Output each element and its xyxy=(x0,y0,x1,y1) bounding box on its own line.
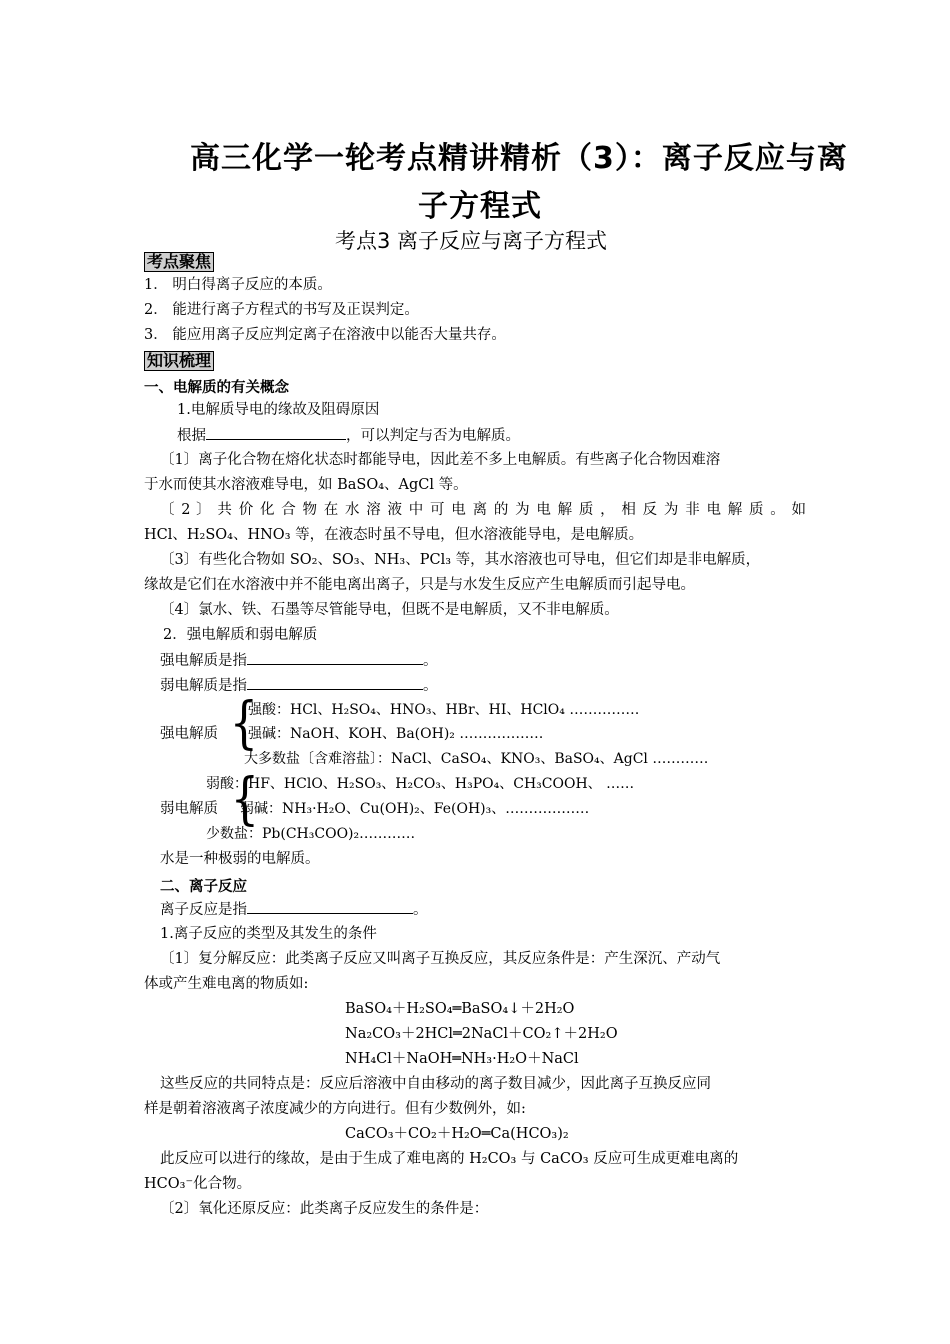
para-line: 〔 2 〕 共 价 化 合 物 在 水 溶 液 中 可 电 离 的 为 电 解 质 ， 相 反 为 非 电 解 质 。 如 xyxy=(160,502,806,518)
equation-3: NH₄Cl＋NaOH═NH₃·H₂O＋NaCl xyxy=(345,1051,579,1067)
strong-label: 强电解质 xyxy=(160,726,218,742)
title-line-2: 子方程式 xyxy=(418,189,542,224)
para: 体或产生难电离的物质如: xyxy=(144,976,309,992)
para xyxy=(160,648,438,673)
para: 〔1〕离子化合物在熔化状态时都能导电，因此差不多上电解质。有些离子化合物因难溶 xyxy=(160,452,721,468)
para: 〔3〕有些化合物如 SO₂、SO₃、NH₃、PCl₃ 等，其水溶液也可导电，但它们却是非电解质， xyxy=(160,552,761,568)
text: 离子反应是指 xyxy=(160,902,247,918)
text: ，可以判定与否为电解质。 xyxy=(346,428,520,444)
section-tag-knowledge: 知识梳理 xyxy=(144,351,214,371)
para: 1.电解质导电的缘故及阻碍原因 xyxy=(177,402,380,418)
heading-1: 一、电解质的有关概念 xyxy=(144,380,289,396)
para xyxy=(160,498,806,522)
equation-4: CaCO₃＋CO₂＋H₂O═Ca(HCO₃)₂ xyxy=(345,1126,569,1142)
section-tag-focus: 考点聚焦 xyxy=(144,252,214,272)
fill-blank[interactable] xyxy=(247,897,413,914)
para: 于水而使其水溶液难导电，如 BaSO₄、AgCl 等。 xyxy=(144,477,468,493)
weak-label: 弱电解质 xyxy=(160,801,218,817)
subtitle: 考点3 离子反应与离子方程式 xyxy=(335,229,608,253)
para: 〔1〕复分解反应：此类离子反应又叫离子互换反应，其反应条件是：产生深沉、产动气 xyxy=(160,951,721,967)
para: 1.离子反应的类型及其发生的条件 xyxy=(160,926,377,942)
para: 缘故是它们在水溶液中并不能电离出离子，只是与水发生反应产生电解质而引起导电。 xyxy=(144,577,695,593)
text: 强电解质是指 xyxy=(160,653,247,669)
para: 〔4〕氯水、铁、石墨等尽管能导电，但既不是电解质，又不非电解质。 xyxy=(160,602,619,618)
para: 〔2〕氧化还原反应：此类离子反应发生的条件是： xyxy=(160,1201,489,1217)
equation-1: BaSO₄＋H₂SO₄═BaSO₄↓＋2H₂O xyxy=(345,1001,575,1017)
fill-blank[interactable] xyxy=(206,423,346,440)
left-brace-icon: { xyxy=(230,767,260,832)
para: 样是朝着溶液离子浓度减少的方向进行。但有少数例外，如: xyxy=(144,1101,526,1117)
text: 。 xyxy=(413,902,428,918)
fill-blank[interactable] xyxy=(247,648,423,665)
weak-acid: 弱酸：HF、HClO、H₂SO₃、H₂CO₃、H₃PO₄、CH₃COOH、 …… xyxy=(206,776,635,792)
equation-2: Na₂CO₃＋2HCl═2NaCl＋CO₂↑＋2H₂O xyxy=(345,1026,618,1042)
para: 此反应可以进行的缘故，是由于生成了难电离的 H₂CO₃ 与 CaCO₃ 反应可生成更难电离的 xyxy=(160,1151,739,1167)
focus-item-1: 1． 明白得离子反应的本质。 xyxy=(144,277,332,293)
para xyxy=(160,673,438,698)
para: HCO₃⁻化合物。 xyxy=(144,1176,252,1192)
text: 根据 xyxy=(177,428,206,444)
fill-blank[interactable] xyxy=(247,673,423,690)
para: 水是一种极弱的电解质。 xyxy=(160,851,320,867)
text: 。 xyxy=(423,653,438,669)
strong-base: 强碱：NaOH、KOH、Ba(OH)₂ ……………… xyxy=(248,726,544,742)
focus-item-2: 2． 能进行离子方程式的书写及正误判定。 xyxy=(144,302,419,318)
para: HCl、H₂SO₄、HNO₃ 等，在液态时虽不导电，但水溶液能导电，是电解质。 xyxy=(144,527,644,543)
para xyxy=(177,423,520,448)
text: 弱电解质是指 xyxy=(160,678,247,694)
weak-base: 弱碱：NH₃·H₂O、Cu(OH)₂、Fe(OH)₃、……………… xyxy=(240,801,590,817)
weak-salt: 少数盐：Pb(CH₃COO)₂………… xyxy=(206,826,416,842)
title-line-1: 高三化学一轮考点精讲精析（3）：离子反应与离 xyxy=(190,141,848,176)
heading-2: 二、离子反应 xyxy=(160,879,247,895)
para: 2．强电解质和弱电解质 xyxy=(163,627,318,643)
strong-acid: 强酸：HCl、H₂SO₄、HNO₃、HBr、HI、HClO₄ …………… xyxy=(248,702,640,718)
text: 。 xyxy=(423,678,438,694)
para xyxy=(160,897,428,922)
para: 这些反应的共同特点是：反应后溶液中自由移动的离子数目减少，因此离子互换反应同 xyxy=(160,1076,711,1092)
strong-salt: 大多数盐〔含难溶盐〕：NaCl、CaSO₄、KNO₃、BaSO₄、AgCl ………… xyxy=(244,751,709,767)
left-brace-icon: { xyxy=(229,691,259,756)
focus-item-3: 3． 能应用离子反应判定离子在溶液中以能否大量共存。 xyxy=(144,327,506,343)
